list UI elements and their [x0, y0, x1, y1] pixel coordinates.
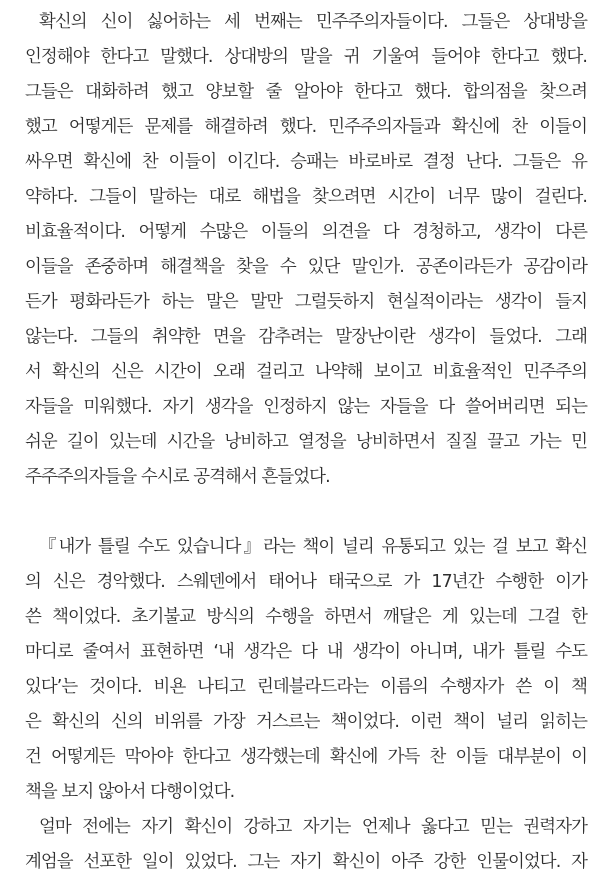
- text-line: 싸우면 확신에 찬 이들이 이긴다. 승패는 바로바로 결정 난다. 그들은 유: [25, 152, 587, 172]
- text-line: 쓴 책이었다. 초기불교 방식의 수행을 하면서 깨달은 게 있는데 그걸 한: [25, 607, 587, 627]
- text-line: 했고 어떻게든 문제를 해결하려 했다. 민주주의자들과 확신에 찬 이들이: [25, 117, 587, 137]
- paragraph-gap: [25, 495, 587, 530]
- text-line: 자들을 미워했다. 자기 생각을 인정하지 않는 자들을 다 쓸어버리면 되는: [25, 397, 587, 417]
- text-line: 『내가 틀릴 수도 있습니다』라는 책이 널리 유통되고 있는 걸 보고 확신: [39, 537, 587, 557]
- text-line: 은 확신의 신의 비위를 가장 거스르는 책이었다. 이런 책이 널리 읽히는: [25, 712, 587, 732]
- text-line: 얼마 전에는 자기 확신이 강하고 자기는 언제나 옳다고 믿는 권력자가: [39, 817, 587, 837]
- text-line: 인정해야 한다고 말했다. 상대방의 말을 귀 기울여 들어야 한다고 했다.: [25, 47, 587, 67]
- text-line: 그들은 대화하려 했고 양보할 줄 알아야 한다고 했다. 합의점을 찾으려: [25, 82, 587, 102]
- text-line: 의 신은 경악했다. 스웨덴에서 태어나 태국으로 가 17년간 수행한 이가: [25, 572, 587, 592]
- text-line: 비효율적이다. 어떻게 수많은 이들의 의견을 다 경청하고, 생각이 다른: [25, 222, 587, 242]
- text-line: 확신의 신이 싫어하는 세 번째는 민주주의자들이다. 그들은 상대방을: [39, 12, 587, 32]
- text-line: 주주주의자들을 수시로 공격해서 흔들었다.: [25, 467, 330, 487]
- text-line: 마디로 줄여서 표현하면 ‘내 생각은 다 내 생각이 아니며, 내가 틀릴 수도: [25, 642, 587, 662]
- text-line: 든가 평화라든가 하는 말은 말만 그럴듯하지 현실적이라는 생각이 들지: [25, 292, 587, 312]
- text-line: 않는다. 그들의 취약한 면을 감추려는 말장난이란 생각이 들었다. 그래: [25, 327, 587, 347]
- text-line: 있다’는 것이다. 비욘 나티고 린데블라드라는 이름의 수행자가 쓴 이 책: [25, 677, 587, 697]
- text-line: 서 확신의 신은 시간이 오래 걸리고 나약해 보이고 비효율적인 민주주의: [25, 362, 587, 382]
- text-line: 책을 보지 않아서 다행이었다.: [25, 782, 235, 802]
- paragraph-martial-law: [25, 810, 587, 880]
- document-page: [25, 5, 587, 880]
- paragraph-democrats: [25, 5, 587, 495]
- text-line: 건 어떻게든 막아야 한다고 생각했는데 확신에 가득 찬 이들 대부분이 이: [25, 747, 587, 767]
- text-line: 약하다. 그들이 말하는 대로 해법을 찾으려면 시간이 너무 많이 걸린다.: [25, 187, 587, 207]
- paragraph-book: [25, 530, 587, 810]
- text-line: 계엄을 선포한 일이 있었다. 그는 자기 확신이 아주 강한 인물이었다. 자: [25, 852, 587, 872]
- text-line: 쉬운 길이 있는데 시간을 낭비하고 열정을 낭비하면서 질질 끌고 가는 민: [25, 432, 587, 452]
- text-line: 이들을 존중하며 해결책을 찾을 수 있단 말인가. 공존이라든가 공감이라: [25, 257, 587, 277]
